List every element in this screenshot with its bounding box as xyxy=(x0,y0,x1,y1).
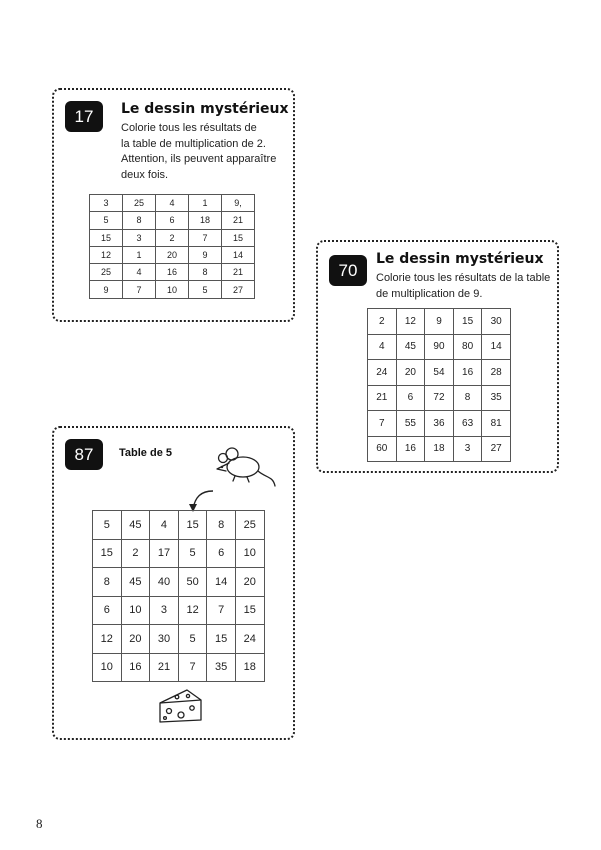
grid-cell: 8 xyxy=(93,568,122,597)
grid-cell: 45 xyxy=(121,511,150,540)
grid-cell: 3 xyxy=(453,436,482,462)
grid-cell: 54 xyxy=(425,360,454,386)
grid-row xyxy=(368,360,511,386)
grid-cell: 4 xyxy=(156,195,189,212)
grid-cell: 18 xyxy=(189,212,222,229)
exercise-instructions xyxy=(121,121,291,183)
grid-cell: 15 xyxy=(235,596,264,625)
grid-cell: 24 xyxy=(235,625,264,654)
grid-cell: 6 xyxy=(396,385,425,411)
grid-cell: 27 xyxy=(222,281,255,298)
grid-cell: 27 xyxy=(482,436,511,462)
grid-cell: 45 xyxy=(121,568,150,597)
grid-row xyxy=(93,596,265,625)
grid-cell: 15 xyxy=(178,511,207,540)
grid-row xyxy=(93,653,265,682)
grid-cell: 5 xyxy=(189,281,222,298)
grid-cell: 21 xyxy=(150,653,179,682)
grid-row xyxy=(93,625,265,654)
grid-cell: 15 xyxy=(207,625,236,654)
instruction-line: deux fois. xyxy=(121,168,169,181)
grid-cell: 10 xyxy=(156,281,189,298)
grid-cell: 63 xyxy=(453,411,482,437)
grid-cell: 72 xyxy=(425,385,454,411)
instruction-line: la table de multiplication de 2. xyxy=(121,137,266,150)
grid-row xyxy=(368,309,511,335)
grid-cell: 8 xyxy=(123,212,156,229)
grid-cell: 20 xyxy=(396,360,425,386)
grid-cell: 25 xyxy=(235,511,264,540)
grid-cell: 14 xyxy=(222,246,255,263)
grid-cell: 20 xyxy=(156,246,189,263)
grid-cell: 7 xyxy=(207,596,236,625)
grid-cell: 6 xyxy=(156,212,189,229)
grid-cell: 2 xyxy=(121,539,150,568)
grid-row xyxy=(368,411,511,437)
grid-cell: 25 xyxy=(123,195,156,212)
grid-row xyxy=(368,334,511,360)
exercise-title: Le dessin mystérieux xyxy=(376,251,544,267)
grid-cell: 3 xyxy=(90,195,123,212)
exercise-instructions xyxy=(376,271,556,302)
grid-cell: 4 xyxy=(123,264,156,281)
number-grid xyxy=(89,194,255,299)
instruction-line: Colorie tous les résultats de la table xyxy=(376,272,551,284)
grid-row xyxy=(93,539,265,568)
grid-cell: 5 xyxy=(93,511,122,540)
grid-cell: 3 xyxy=(150,596,179,625)
grid-cell: 24 xyxy=(368,360,397,386)
grid-cell: 14 xyxy=(207,568,236,597)
grid-cell: 1 xyxy=(123,246,156,263)
grid-cell: 55 xyxy=(396,411,425,437)
grid-cell: 1 xyxy=(189,195,222,212)
grid-cell: 14 xyxy=(482,334,511,360)
grid-cell: 2 xyxy=(156,229,189,246)
grid-cell: 30 xyxy=(482,309,511,335)
grid-cell: 7 xyxy=(178,653,207,682)
grid-cell: 20 xyxy=(121,625,150,654)
grid-cell: 8 xyxy=(453,385,482,411)
grid-row xyxy=(90,281,255,298)
instruction-line: Attention, ils peuvent apparaître xyxy=(121,153,277,165)
grid-cell: 12 xyxy=(178,596,207,625)
grid-row xyxy=(90,212,255,229)
grid-cell: 36 xyxy=(425,411,454,437)
grid-cell: 15 xyxy=(93,539,122,568)
grid-cell: 3 xyxy=(123,229,156,246)
grid-row xyxy=(90,246,255,263)
grid-row xyxy=(368,385,511,411)
grid-row xyxy=(90,264,255,281)
grid-cell: 20 xyxy=(235,568,264,597)
grid-cell: 10 xyxy=(121,596,150,625)
grid-cell: 45 xyxy=(396,334,425,360)
grid-row xyxy=(90,195,255,212)
instruction-line: Colorie tous les résultats de xyxy=(121,122,257,134)
grid-cell: 9 xyxy=(189,246,222,263)
grid-row xyxy=(368,436,511,462)
grid-cell: 10 xyxy=(93,653,122,682)
grid-cell: 50 xyxy=(178,568,207,597)
grid-cell: 4 xyxy=(150,511,179,540)
grid-cell: 2 xyxy=(368,309,397,335)
grid-cell: 21 xyxy=(368,385,397,411)
grid-cell: 18 xyxy=(235,653,264,682)
grid-cell: 12 xyxy=(90,246,123,263)
exercise-title: Le dessin mystérieux xyxy=(121,101,289,117)
grid-cell: 17 xyxy=(150,539,179,568)
mouse-icon xyxy=(211,436,277,494)
grid-cell: 80 xyxy=(453,334,482,360)
page-number: 8 xyxy=(36,816,43,831)
grid-cell: 12 xyxy=(93,625,122,654)
grid-cell: 90 xyxy=(425,334,454,360)
grid-cell: 25 xyxy=(90,264,123,281)
grid-cell: 28 xyxy=(482,360,511,386)
exercise-number-badge: 87 xyxy=(65,439,103,470)
grid-cell: 12 xyxy=(396,309,425,335)
grid-cell: 16 xyxy=(396,436,425,462)
grid-cell: 7 xyxy=(123,281,156,298)
grid-cell: 6 xyxy=(93,596,122,625)
exercise-17-card xyxy=(52,88,295,322)
grid-cell: 10 xyxy=(235,539,264,568)
grid-cell: 8 xyxy=(207,511,236,540)
grid-cell: 5 xyxy=(178,539,207,568)
exercise-87-card xyxy=(52,426,295,740)
number-grid xyxy=(367,308,511,462)
grid-cell: 18 xyxy=(425,436,454,462)
grid-cell: 15 xyxy=(453,309,482,335)
grid-cell: 4 xyxy=(368,334,397,360)
grid-cell: 5 xyxy=(178,625,207,654)
grid-row xyxy=(93,568,265,597)
grid-cell: 6 xyxy=(207,539,236,568)
grid-cell: 21 xyxy=(222,212,255,229)
grid-cell: 60 xyxy=(368,436,397,462)
grid-cell: 7 xyxy=(368,411,397,437)
grid-row xyxy=(93,511,265,540)
grid-cell: 9, xyxy=(222,195,255,212)
grid-cell: 8 xyxy=(189,264,222,281)
grid-cell: 16 xyxy=(156,264,189,281)
grid-cell: 16 xyxy=(453,360,482,386)
grid-row xyxy=(90,229,255,246)
grid-cell: 30 xyxy=(150,625,179,654)
exercise-number-badge: 17 xyxy=(65,101,103,132)
grid-cell: 7 xyxy=(189,229,222,246)
number-grid xyxy=(92,510,265,682)
grid-cell: 21 xyxy=(222,264,255,281)
grid-cell: 5 xyxy=(90,212,123,229)
grid-cell: 16 xyxy=(121,653,150,682)
instruction-line: de multiplication de 9. xyxy=(376,287,483,300)
grid-cell: 40 xyxy=(150,568,179,597)
grid-cell: 9 xyxy=(425,309,454,335)
exercise-label: Table de 5 xyxy=(119,447,172,459)
grid-cell: 9 xyxy=(90,281,123,298)
grid-cell: 35 xyxy=(482,385,511,411)
exercise-number-badge: 70 xyxy=(329,255,367,286)
grid-cell: 15 xyxy=(222,229,255,246)
grid-cell: 81 xyxy=(482,411,511,437)
exercise-70-card xyxy=(316,240,559,473)
grid-cell: 35 xyxy=(207,653,236,682)
cheese-icon xyxy=(157,686,205,726)
grid-cell: 15 xyxy=(90,229,123,246)
